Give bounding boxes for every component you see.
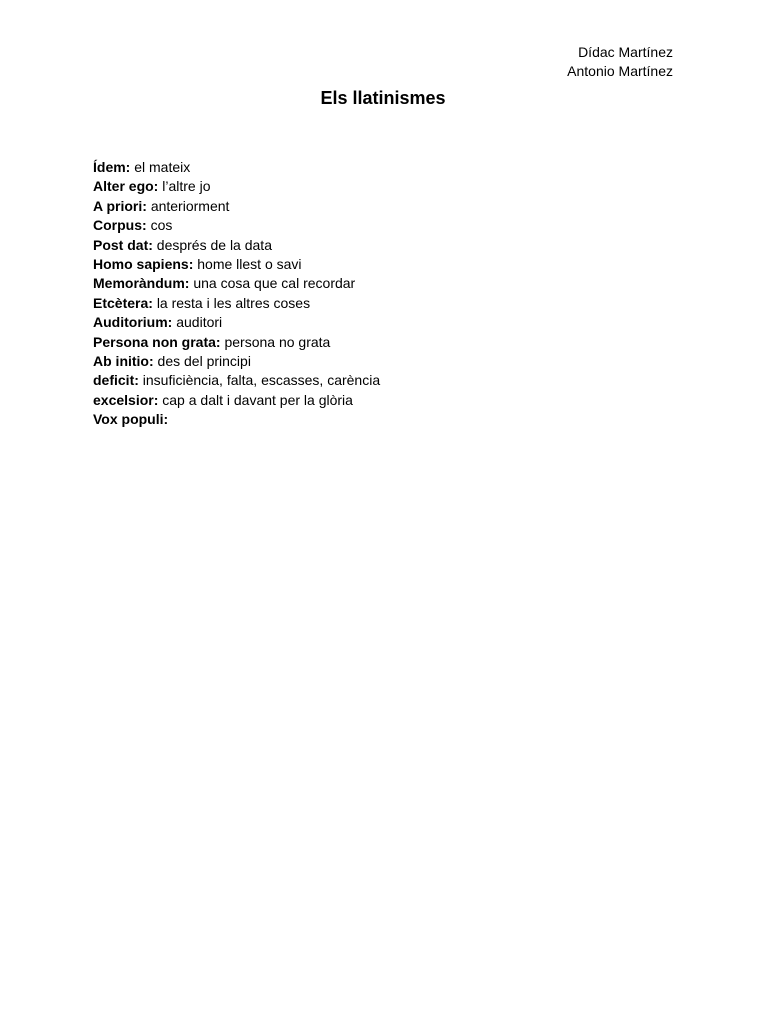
glossary-term: deficit: [93,372,139,389]
author-name: Dídac Martínez [578,44,673,60]
glossary-list [93,158,380,430]
glossary-entry [93,410,380,429]
glossary-definition: cos [150,217,173,234]
glossary-term: Etcètera: [93,294,153,311]
glossary-definition: cap a dalt i davant per la glòria [162,391,353,408]
glossary-entry [93,294,380,313]
glossary-entry [93,352,380,371]
author-name: Antonio Martínez [567,63,673,79]
glossary-term: Ídem: [93,159,131,175]
glossary-definition: una cosa que cal recordar [193,275,356,292]
glossary-definition: auditori [176,314,223,331]
glossary-definition: després de la data [156,236,272,253]
glossary-definition: des del principi [157,353,251,370]
glossary-term: Persona non grata: [93,333,221,350]
glossary-term: A priori: [93,197,147,214]
glossary-definition: home llest o savi [197,256,302,273]
glossary-term: Memoràndum: [93,275,190,292]
glossary-definition: insuficiència, falta, escasses, carència [142,372,381,389]
glossary-definition: persona no grata [224,333,331,350]
glossary-definition: l’altre jo [162,178,211,195]
glossary-entry [93,274,380,293]
glossary-definition: el mateix [134,159,191,175]
glossary-term: Alter ego: [93,178,159,195]
glossary-entry [93,236,380,255]
document-title: Els llatinismes [320,88,446,108]
glossary-definition: la resta i les altres coses [156,294,311,311]
glossary-term: Corpus: [93,217,147,234]
glossary-entry [93,255,380,274]
glossary-entry [93,177,380,196]
glossary-term: Homo sapiens: [93,256,194,273]
glossary-term: excelsior: [93,391,159,408]
glossary-term: Ab initio: [93,353,154,370]
glossary-definition: anteriorment [150,197,230,214]
glossary-entry [93,333,380,352]
author-block [567,43,673,81]
glossary-entry [93,158,380,177]
glossary-entry [93,313,380,332]
glossary-entry [93,391,380,410]
glossary-entry [93,216,380,235]
glossary-entry [93,371,380,390]
glossary-term: Post dat: [93,236,153,253]
glossary-term: Vox populi: [93,411,169,428]
glossary-entry [93,197,380,216]
glossary-term: Auditorium: [93,314,173,331]
